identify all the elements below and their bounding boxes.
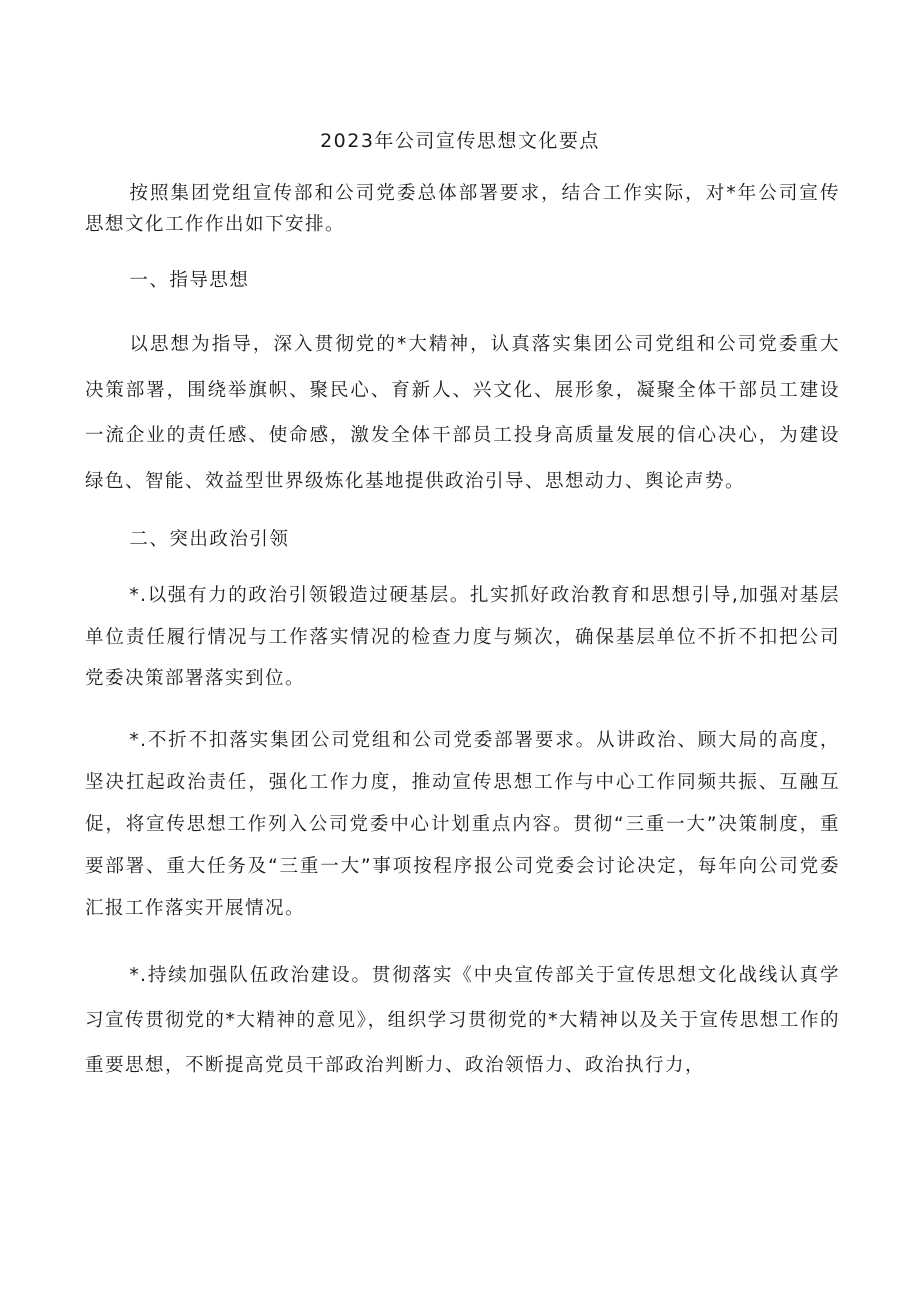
- section-heading-political-leadership: 二、突出政治引领: [129, 529, 290, 550]
- intro-paragraph: 按照集团党组宣传部和公司党委总体部署要求，结合工作实际，对*年公司宣传思想文化工作作出如下安排。: [85, 183, 840, 235]
- guiding-thought-paragraph: 以思想为指导，深入贯彻党的*大精神，认真落实集团公司党组和公司党委重大决策部署，围绕举旗帜、聚民心、育新人、兴文化、展形象，凝聚全体干部员工建设一流企业的责任感、使命感，激发全体干部员工投身高质量发展的信心决心，为建设绿色、智能、效益型世界级炼化基地提供政治引导、思想动力、舆论声势。: [85, 334, 840, 492]
- political-leadership-item-3: *.持续加强队伍政治建设。贯彻落实《中央宣传部关于宣传思想文化战线认真学习宣传贯彻党的*大精神的意见》，组织学习贯彻党的*大精神以及关于宣传思想工作的重要思想，不断提高党员干部政治判断力、政治领悟力、政治执行力，: [85, 964, 840, 1076]
- document-body: [85, 178, 840, 1088]
- document-title: 2023年公司宣传思想文化要点: [320, 130, 600, 152]
- political-leadership-item-2: *.不折不扣落实集团公司党组和公司党委部署要求。从讲政治、顾大局的高度，坚决扛起政治责任，强化工作力度，推动宣传思想工作与中心工作同频共振、互融互促，将宣传思想工作列入公司党委中心计划重点内容。贯彻“三重一大”决策制度，重要部署、重大任务及“三重一大”事项按程序报公司党委会讨论决定，每年向公司党委汇报工作落实开展情况。: [85, 729, 840, 919]
- section-heading-guiding-thought: 一、指导思想: [129, 270, 250, 291]
- political-leadership-item-1: *.以强有力的政治引领锻造过硬基层。扎实抓好政治教育和思想引导,加强对基层单位责任履行情况与工作落实情况的检查力度与频次，确保基层单位不折不扣把公司党委决策部署落实到位。: [85, 585, 840, 689]
